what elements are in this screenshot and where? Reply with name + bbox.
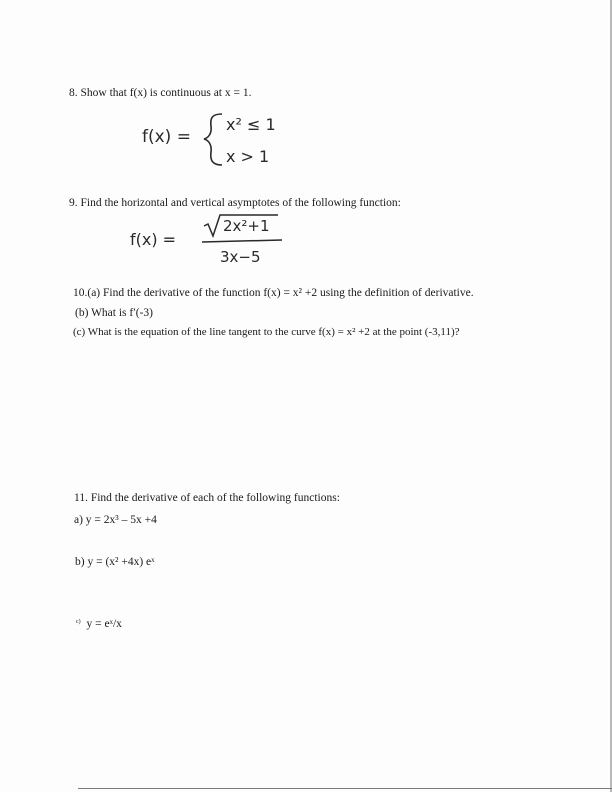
question-11a: a) y = 2x³ – 5x +4 <box>74 514 157 526</box>
question-8-handwritten-function <box>140 108 290 170</box>
q9-numerator: 2x²+1 <box>223 217 270 235</box>
question-10a: 10.(a) Find the derivative of the function f(x) = x² +2 using the definition of derivative. <box>73 287 474 299</box>
q8-case-2: x > 1 <box>226 147 270 166</box>
question-9-handwritten-function <box>128 212 298 268</box>
question-11b: b) y = (x² +4x) eˣ <box>75 556 155 568</box>
q9-denominator: 3x−5 <box>220 248 261 266</box>
question-9-prompt: 9. Find the horizontal and vertical asymptotes of the following function: <box>69 197 401 209</box>
question-10b: (b) What is f′(-3) <box>75 307 153 319</box>
question-11c <box>76 618 122 630</box>
scan-bottom-line <box>78 788 612 789</box>
question-11c-label: c) <box>76 619 81 625</box>
question-11c-expression: y = eˣ/x <box>86 618 122 630</box>
question-11-prompt: 11. Find the derivative of each of the following functions: <box>74 492 340 504</box>
question-8-prompt: 8. Show that f(x) is continuous at x = 1. <box>69 87 252 99</box>
q9-lhs: f(x) = <box>130 230 177 249</box>
question-10c: (c) What is the equation of the line tangent to the curve f(x) = x² +2 at the point (-3,11)? <box>73 326 460 338</box>
q8-brace <box>204 114 222 165</box>
q8-case-1: x² ≤ 1 <box>226 115 276 134</box>
q8-lhs: f(x) = <box>142 127 191 147</box>
q9-fraction-bar <box>202 240 282 242</box>
